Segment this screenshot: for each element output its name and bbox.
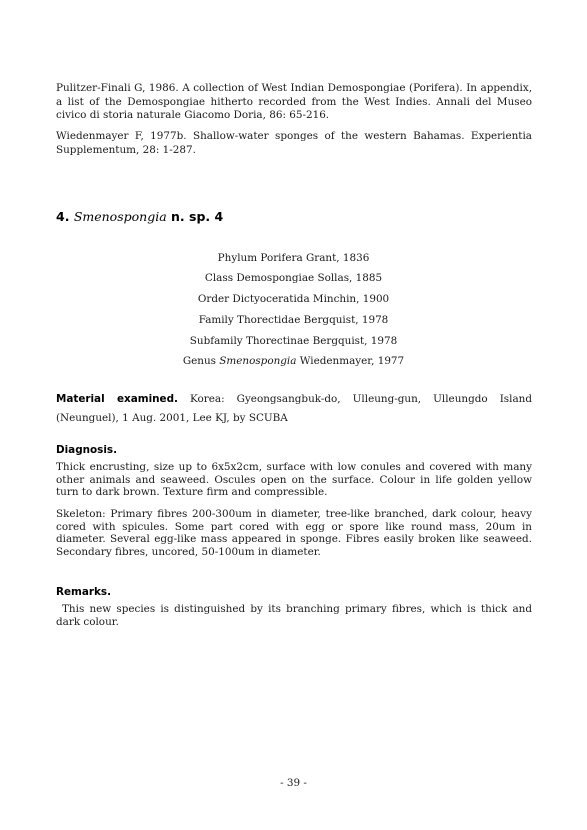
taxon-genus-suffix: Wiedenmayer, 1977 (296, 355, 405, 367)
taxon-subfamily: Subfamily Thorectinae Bergquist, 1978 (189, 335, 398, 347)
material-examined (56, 390, 532, 428)
remarks-paragraph: This new species is distinguished by its branching primary fibres, which is thick and dark colour. (56, 603, 532, 628)
taxon-order: Order Dictyoceratida Minchin, 1900 (197, 293, 390, 305)
species-rest: n. sp. 4 (166, 209, 224, 224)
taxon-phylum: Phylum Porifera Grant, 1836 (217, 252, 370, 264)
remarks-label: Remarks. (56, 586, 112, 598)
material-label: Material examined. (56, 393, 178, 405)
species-heading (56, 209, 532, 224)
taxon-genus-name: Smenospongia (219, 355, 297, 367)
species-number: 4. (56, 209, 70, 224)
taxon-class: Class Demospongiae Sollas, 1885 (204, 272, 383, 284)
taxon-family: Family Thorectidae Bergquist, 1978 (198, 314, 389, 326)
reference-pulitzer-finali: Pulitzer-Finali G, 1986. A collection of West Indian Demospongiae (Porifera). In appendix, a list of the Demospongiae hitherto recorded from the West Indies. Annali del Museo civico di storia naturale Giacomo Doria, 86: 65-216. (56, 82, 532, 121)
diagnosis-paragraph: Thick encrusting, size up to 6x5x2cm, surface with low conules and covered with many other animals and seaweed. Oscules open on the surface. Colour in life golden yellow turn to dark brown. Texture firm and compressible. (56, 461, 532, 498)
reference-wiedenmayer: Wiedenmayer F, 1977b. Shallow-water sponges of the western Bahamas. Experientia Supplementum, 28: 1-287. (56, 130, 532, 156)
species-genus: Smenospongia (73, 209, 167, 224)
skeleton-paragraph: Skeleton: Primary fibres 200-300um in diameter, tree-like branched, dark colour, heavy cored with spicules. Some part cored with egg or spore like round mass, 20um in diameter. Several egg-like mass appeared in sponge. Fibres easily broken like seaweed. Secondary fibres, uncored, 50-100um in diameter. (56, 508, 532, 558)
material-text: Korea: Gyeongsangbuk-do, Ulleung-gun, Ulleungdo Island (Neunguel), 1 Aug. 2001, Lee KJ, by SCUBA (56, 393, 532, 424)
taxon-genus-prefix: Genus (182, 355, 220, 367)
taxon-genus (0, 355, 587, 367)
diagnosis-label: Diagnosis. (56, 444, 118, 456)
page-number: - 39 - (280, 777, 307, 789)
